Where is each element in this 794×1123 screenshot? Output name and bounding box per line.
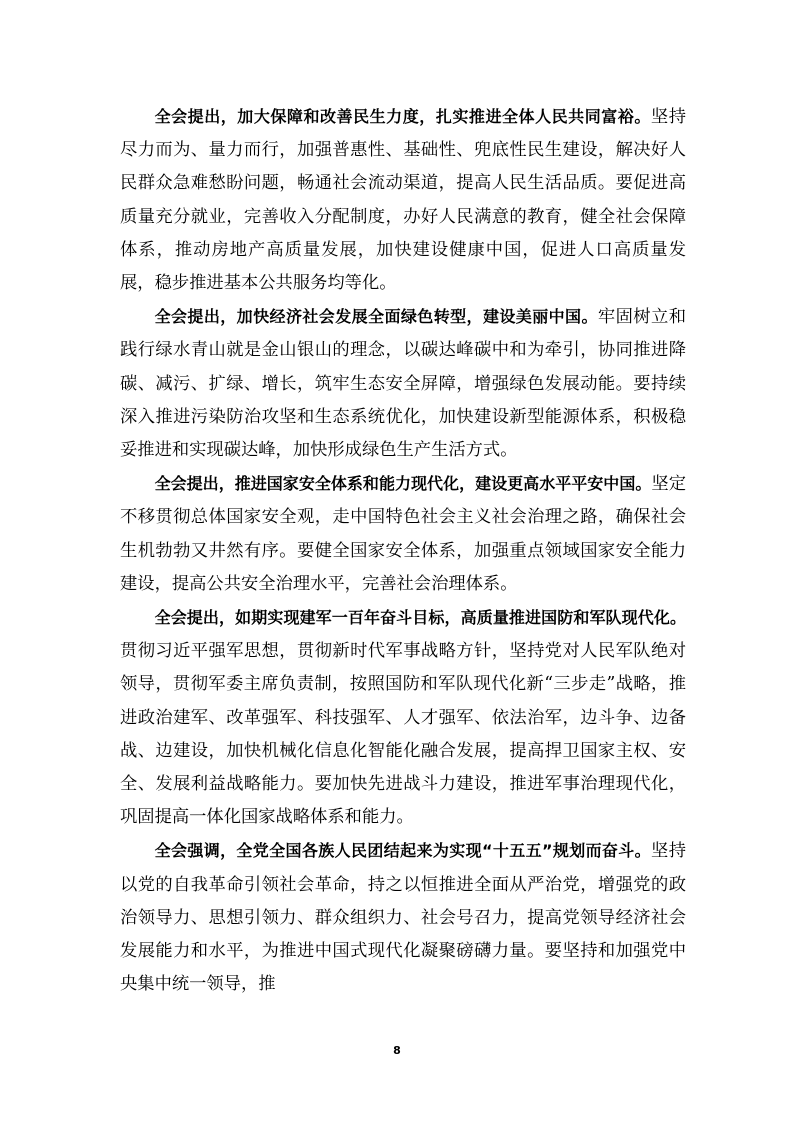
document-page: [120, 100, 686, 1001]
paragraph-national-defense: [120, 601, 686, 834]
paragraph-green-transition: [120, 300, 686, 467]
paragraph-national-security: [120, 467, 686, 601]
paragraph-body: 牢固树立和践行绿水青山就是金山银山的理念，以碳达峰碳中和为牵引，协同推进降碳、减污、扩绿、增长，筑牢生态安全屏障，增强绿色发展动能。要持续深入推进污染防治攻坚和生态系统优化，加快建设新型能源体系，积极稳妥推进和实现碳达峰，加快形成绿色生产生活方式。: [120, 307, 686, 461]
paragraph-body: 坚持尽力而为、量力而行，加强普惠性、基础性、兜底性民生建设，解决好人民群众急难愁盼问题，畅通社会流动渠道，提高人民生活品质。要促进高质量充分就业，完善收入分配制度，办好人民满意的教育，健全社会保障体系，推动房地产高质量发展，加快建设健康中国，促进人口高质量发展，稳步推进基本公共服务均等化。: [120, 107, 686, 294]
paragraph-body: 坚持以党的自我革命引领社会革命，持之以恒推进全面从严治党，增强党的政治领导力、思想引领力、群众组织力、社会号召力，提高党领导经济社会发展能力和水平，为推进中国式现代化凝聚磅礴力量。要坚持和加强党中央集中统一领导，推: [120, 841, 686, 995]
paragraph-lead: 全会提出，加快经济社会发展全面绿色转型，建设美丽中国。: [154, 307, 598, 327]
page-number: 8: [393, 1044, 401, 1057]
paragraph-lead: 全会提出，加大保障和改善民生力度，扎实推进全体人民共同富裕。: [154, 107, 651, 126]
paragraph-body: 贯彻习近平强军思想，贯彻新时代军事战略方针，坚持党对人民军队绝对领导，贯彻军委主席负责制，按照国防和军队现代化新“三步走”战略，推进政治建军、改革强军、科技强军、人才强军、依法治军，边斗争、边备战、边建设，加快机械化信息化智能化融合发展，提高捍卫国家主权、安全、发展利益战略能力。要加快先进战斗力建设，推进军事治理现代化，巩固提高一体化国家战略体系和能力。: [120, 641, 686, 828]
paragraph-lead: 全会提出，如期实现建军一百年奋斗目标，高质量推进国防和军队现代化。: [154, 608, 686, 628]
paragraph-lead: 全会强调，全党全国各族人民团结起来为实现“十五五”规划而奋斗。: [154, 841, 652, 861]
paragraph-unity: [120, 834, 686, 1001]
paragraph-livelihood: [120, 100, 686, 300]
paragraph-body: 坚定不移贯彻总体国家安全观，走中国特色社会主义社会治理之路，确保社会生机勃勃又井然有序。要健全国家安全体系，加强重点领域国家安全能力建设，提高公共安全治理水平，完善社会治理体系。: [120, 474, 686, 594]
paragraph-lead: 全会提出，推进国家安全体系和能力现代化，建设更高水平平安中国。: [154, 474, 652, 494]
